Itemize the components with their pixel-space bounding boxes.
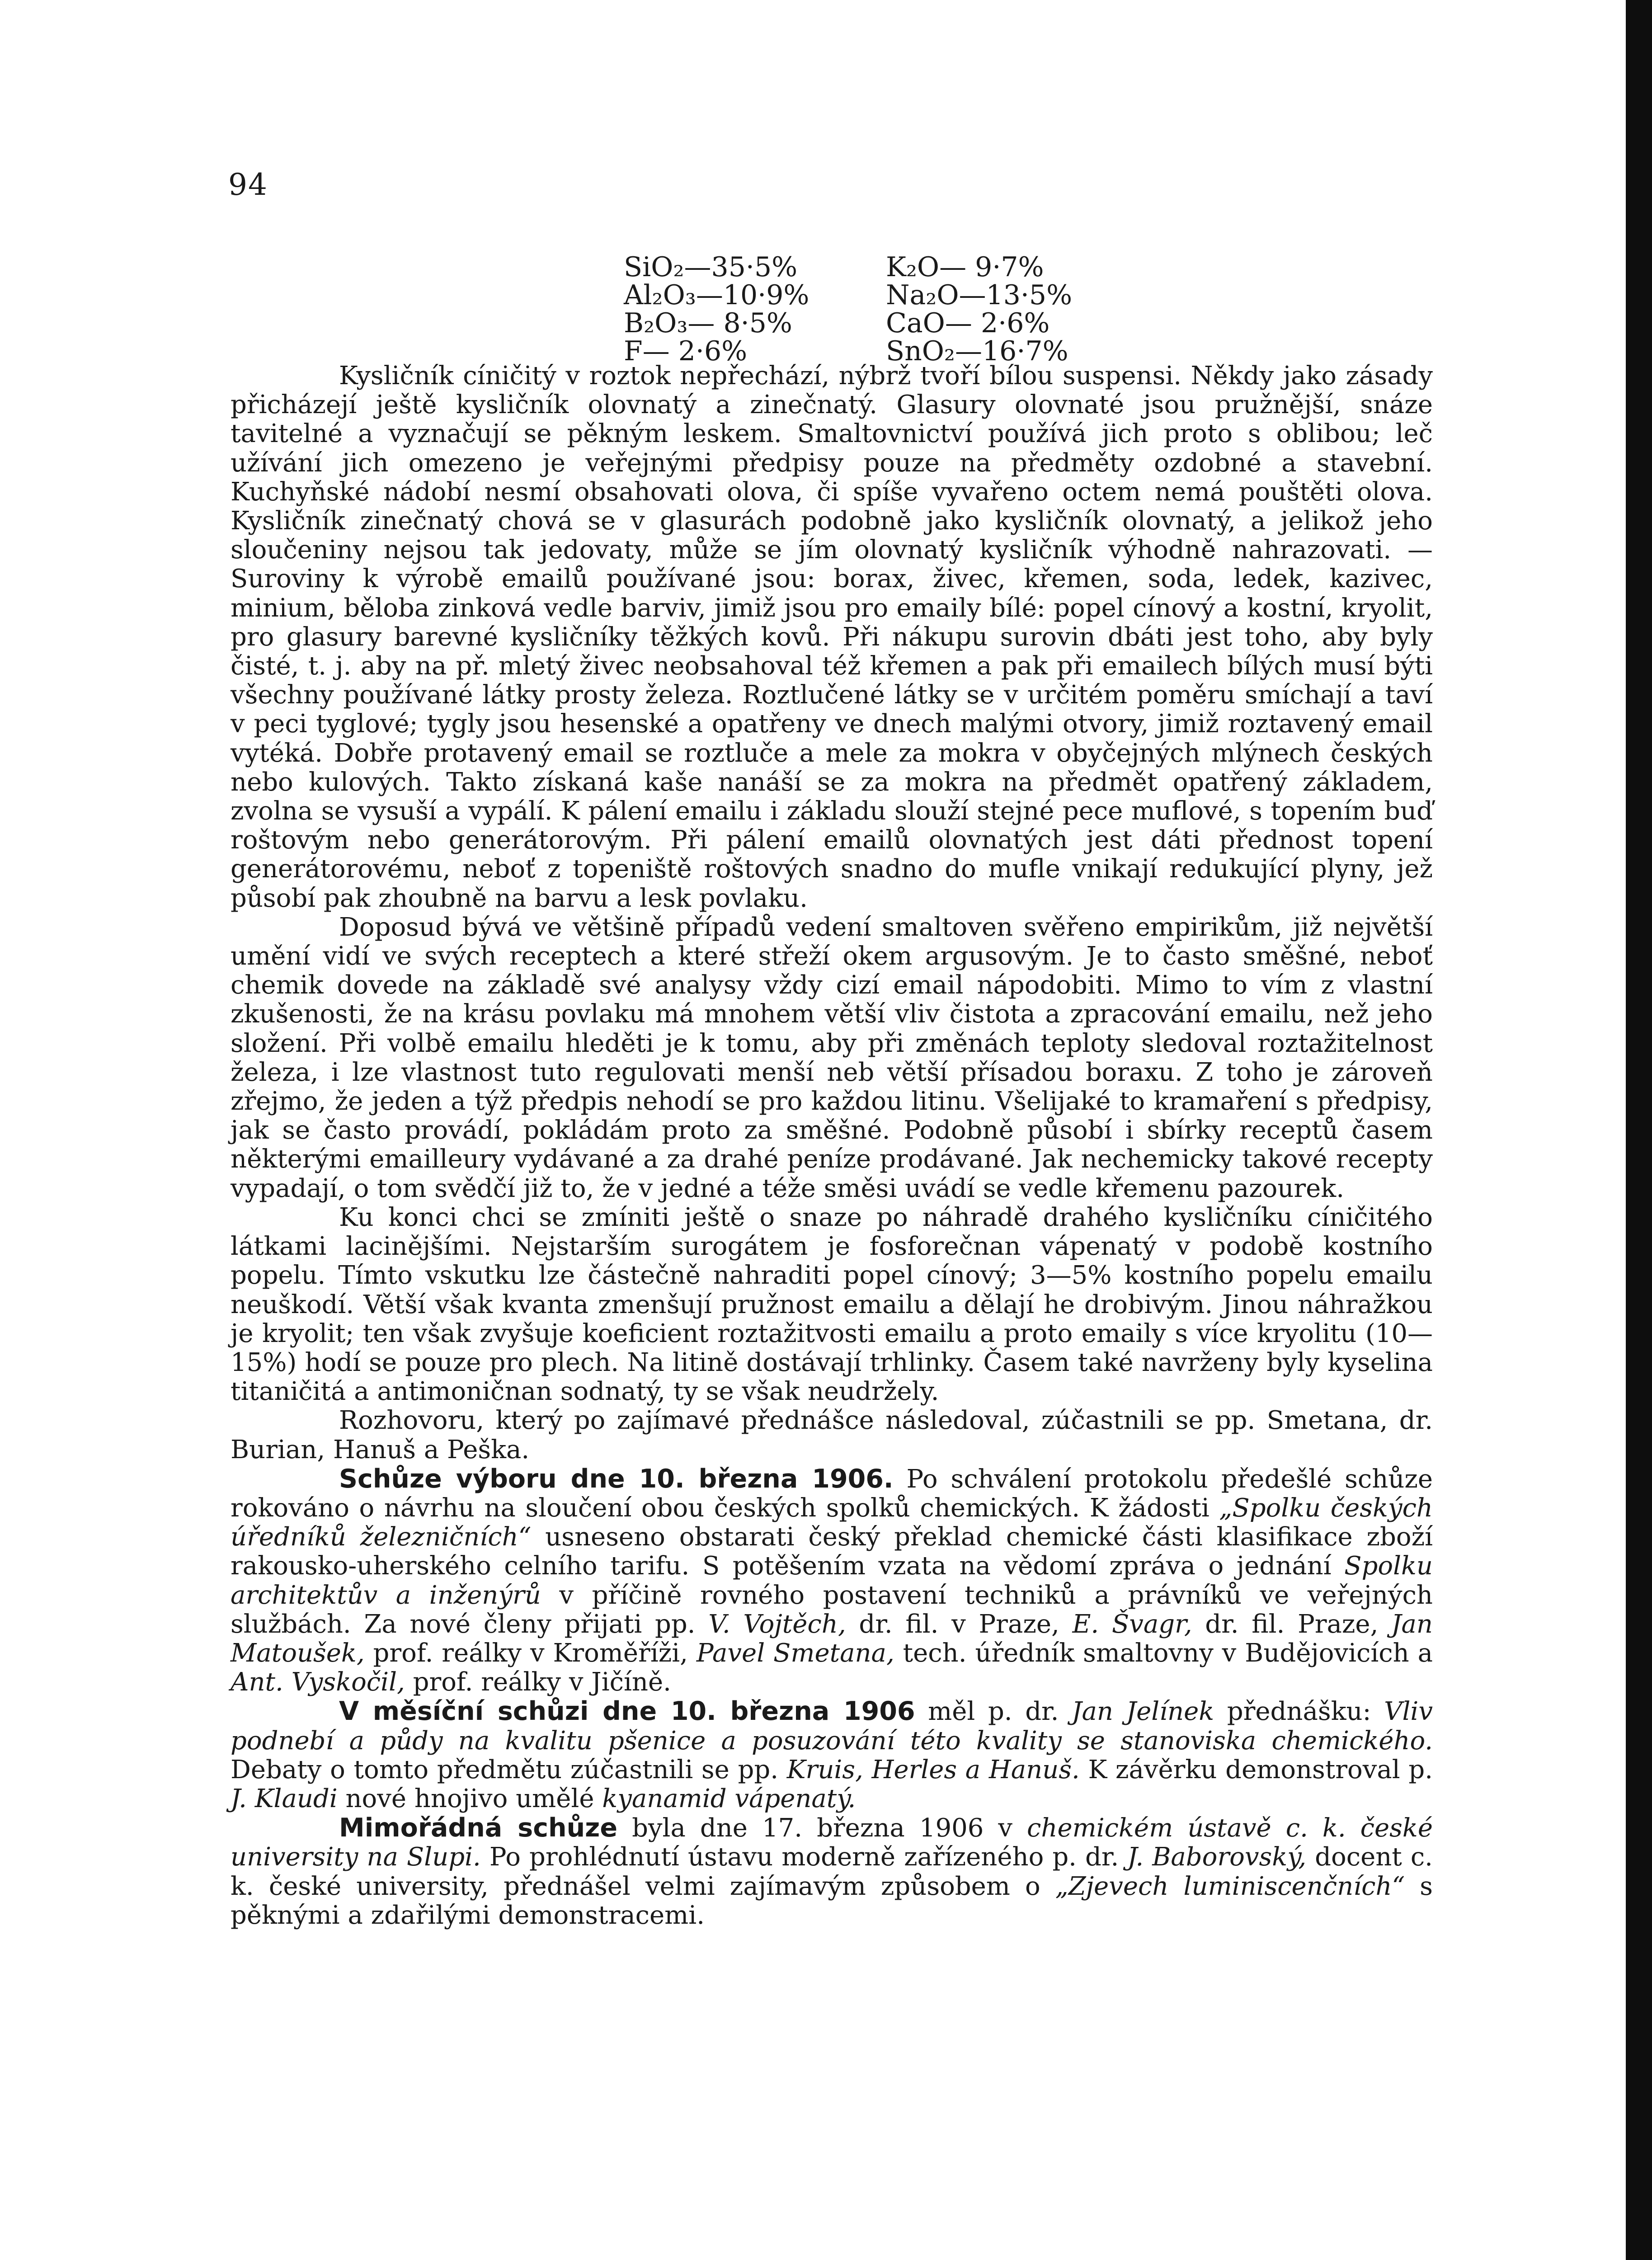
text-run: docent c. k. české university, přednášel velmi zajímavým způsobem o (231, 1842, 1433, 1901)
scan-edge-bar (1626, 0, 1652, 2260)
text-run: v příčině rovného postavení techniků a právníků ve veřejných službách. Za nové členy přijati pp. (231, 1580, 1433, 1639)
italic-run: „Zjevech luminiscenčních“ (1055, 1871, 1405, 1901)
text-run: Debaty o tomto předmětu zúčastnili se pp. (231, 1755, 787, 1784)
paragraph-empirics: Doposud bývá ve většině případů vedení smaltoven svěřeno empirikům, již největší umění vidí ve svých receptech a které střeží okem argusovým. Je to často směšné, neboť chemik dovede na základě své analysy vždy cizí email nápodobiti. Mimo to vím z vlastní zkušenosti, že na krásu povlaku má mnohem větší vliv čistota a zpracování emailu, než jeho složení. Při volbě emailu hleděti je k tomu, aby při změnách teploty sledoval roztažitelnost železa, i lze vlastnost tuto regulovati menší neb větší přísadou boraxu. Z toho je zároveň zřejmo, že jeden a týž předpis nehodí se pro každou litinu. Všelijaké to kramaření s předpisy, jak se často provádí, pokládám proto za směšné. Podobně působí i sbírky receptů časem některými emailleury vydávané a za drahé peníze prodávané. Jak nechemicky takové recepty vypadají, o tom svědčí již to, že v jedné a téže směsi uvádí se vedle křemenu pazourek. (231, 912, 1433, 1203)
composition-right: SnO₂—16·7% (886, 335, 1068, 367)
paragraph-glazes: Kysličník cíničitý v roztok nepřechází, nýbrž tvoří bílou suspensi. Někdy jako zásady přicházejí ještě kysličník olovnatý a zinečnatý. Glasury olovnaté jsou pružnější, snáze tavitelné a vyznačují se pěkným leskem. Smaltovnictví používá jich proto s oblibou; leč užívání jich omezeno je veřejnými předpisy pouze na předměty ozdobné a stavební. Kuchyňské nádobí nesmí obsahovati olova, či spíše vyvařeno octem nemá pouštěti olova. Kysličník zinečnatý chová se v glasurách podobně jako kysličník olovnatý, a jelikož jeho sloučeniny nejsou tak jedovaty, může se jím olovnatý kysličník výhodně nahrazovati. — Suroviny k výrobě emailů používané jsou: borax, živec, křemen, soda, ledek, kazivec, minium, běloba zinková vedle barviv, jimiž jsou pro emaily bílé: popel cínový a kostní, kryolit, pro glasury barevné kysličníky těžkých kovů. Při nákupu surovin dbáti jest toho, aby byly čisté, t. j. aby na př. mletý živec neobsahoval též křemen a pak při emailech bílých musí býti všechny používané látky prosty železa. Roztlučené látky se v určitém poměru smíchají a taví v peci tyglové; tygly jsou hesenské a opatřeny ve dnech malými otvory, jimiž roztavený email vytéká. Dobře protavený email se roztluče a mele za mokra v obyčejných mlýnech českých nebo kulových. Takto získaná kaše nanáší se za mokra na předmět opatřený základem, zvolna se vysuší a vypálí. K pálení emailu i základu slouží stejné pece muflové, s topením buď roštovým nebo generátorovým. Při pálení emailů olovnatých jest dáti přednost topení generátorovému, neboť z topeniště roštových snadno do mufle vnikají redukující plyny, jež působí pak zhoubně na barvu a lesk povlaku. (231, 361, 1433, 913)
composition-right: K₂O— 9·7% (886, 251, 1044, 283)
composition-row (624, 309, 1302, 337)
composition-right: Na₂O—13·5% (886, 279, 1073, 311)
section-heading: Schůze výboru dne 10. března 1906. (339, 1464, 894, 1494)
italic-run: Jan Jelínek (1072, 1697, 1214, 1727)
italic-run: Spolku architektův a inženýrů (231, 1551, 1433, 1610)
italic-run: „Spolku českých úředníků železničních“ (231, 1493, 1433, 1552)
italic-run: J. Klaudi (231, 1784, 338, 1813)
text-run: K závěrku demonstroval p. (1079, 1755, 1433, 1784)
italic-run: Ant. Vyskočil, (231, 1667, 405, 1697)
italic-run: Jan Matoušek, (231, 1609, 1433, 1668)
italic-run: Pavel Smetana, (696, 1638, 894, 1668)
text-run: s pěknými a zdařilými demonstracemi. (231, 1871, 1433, 1930)
body-text (231, 362, 1433, 1930)
composition-left: B₂O₃— 8·5% (624, 307, 792, 339)
italic-run: Vliv podnebí a půdy na kvalitu pšenice a posuzování této kvality se stanoviska chemického. (231, 1697, 1433, 1756)
text-run: prof. reálky v Kroměříži, (364, 1638, 697, 1668)
text-run: prof. reálky v Jičíně. (405, 1667, 671, 1697)
composition-row (624, 281, 1302, 309)
paragraph-discussion: Rozhovoru, který po zajímavé přednášce následoval, zúčastnili se pp. Smetana, dr. Burian, Hanuš a Peška. (231, 1406, 1433, 1464)
paragraph-monthly-meeting (231, 1697, 1433, 1813)
text-run: usneseno obstarati český překlad chemické části klasifikace zboží rakousko-uherského celního tarifu. S potěšením vzata na vědomí zpráva o jednání (231, 1522, 1433, 1581)
italic-run: V. Vojtěch, (708, 1609, 846, 1639)
composition-left: Al₂O₃—10·9% (624, 279, 810, 311)
italic-run: chemickém ústavě c. k. české university na Slupi. (231, 1813, 1433, 1872)
page-number: 94 (228, 167, 268, 202)
italic-run: kyanamid vápenatý. (602, 1784, 856, 1813)
text-run: dr. fil. v Praze, (846, 1609, 1073, 1639)
text-run: byla dne 17. března 1906 v (617, 1813, 1027, 1843)
paragraph-substitutes: Ku konci chci se zmíniti ještě o snaze po náhradě drahého kysličníku cíničitého látkami lacinějšími. Nejstarším surogátem je fosforečnan vápenatý v podobě kostního popelu. Tímto vskutku lze částečně nahraditi popel cínový; 3—5% kostního popelu emailu neuškodí. Větší však kvanta zmenšují pružnost emailu a dělají he drobivým. Jinou náhražkou je kryolit; ten však zvyšuje koeficient roztažitvosti emailu a proto emaily s více kryolitu (10—15%) hodí se pouze pro plech. Na litině dostávají trhlinky. Časem také navrženy byly kyselina titaničitá a antimoničnan sodnatý, ty se však neudržely. (231, 1202, 1433, 1407)
composition-left: SiO₂—35·5% (624, 251, 798, 283)
paragraph-committee-meeting (231, 1464, 1433, 1697)
section-heading: V měsíční schůzi dne 10. března 1906 (339, 1696, 915, 1727)
text-run: měl p. dr. (915, 1697, 1072, 1727)
text-run: tech. úředník smaltovny v Budějovicích a (894, 1638, 1433, 1668)
text-run: přednášku: (1214, 1697, 1384, 1727)
text-run: Po prohlédnutí ústavu moderně zařízeného p. dr. (480, 1842, 1128, 1872)
composition-left: F— 2·6% (624, 335, 748, 367)
italic-run: J. Baborovský, (1127, 1842, 1307, 1872)
text-run: Po schválení protokolu předešlé schůze rokováno o návrhu na sloučení obou českých spolků chemických. K žádosti (231, 1464, 1433, 1523)
italic-run: E. Švagr, (1072, 1609, 1192, 1639)
section-heading: Mimořádná schůze (339, 1813, 618, 1843)
text-run: dr. fil. Praze, (1192, 1609, 1392, 1639)
composition-table (624, 253, 1302, 365)
composition-row (624, 253, 1302, 281)
italic-run: Kruis, Herles a Hanuš. (786, 1755, 1080, 1784)
text-run: nové hnojivo umělé (337, 1784, 602, 1813)
composition-right: CaO— 2·6% (886, 307, 1050, 339)
paragraph-extraordinary-meeting (231, 1813, 1433, 1930)
